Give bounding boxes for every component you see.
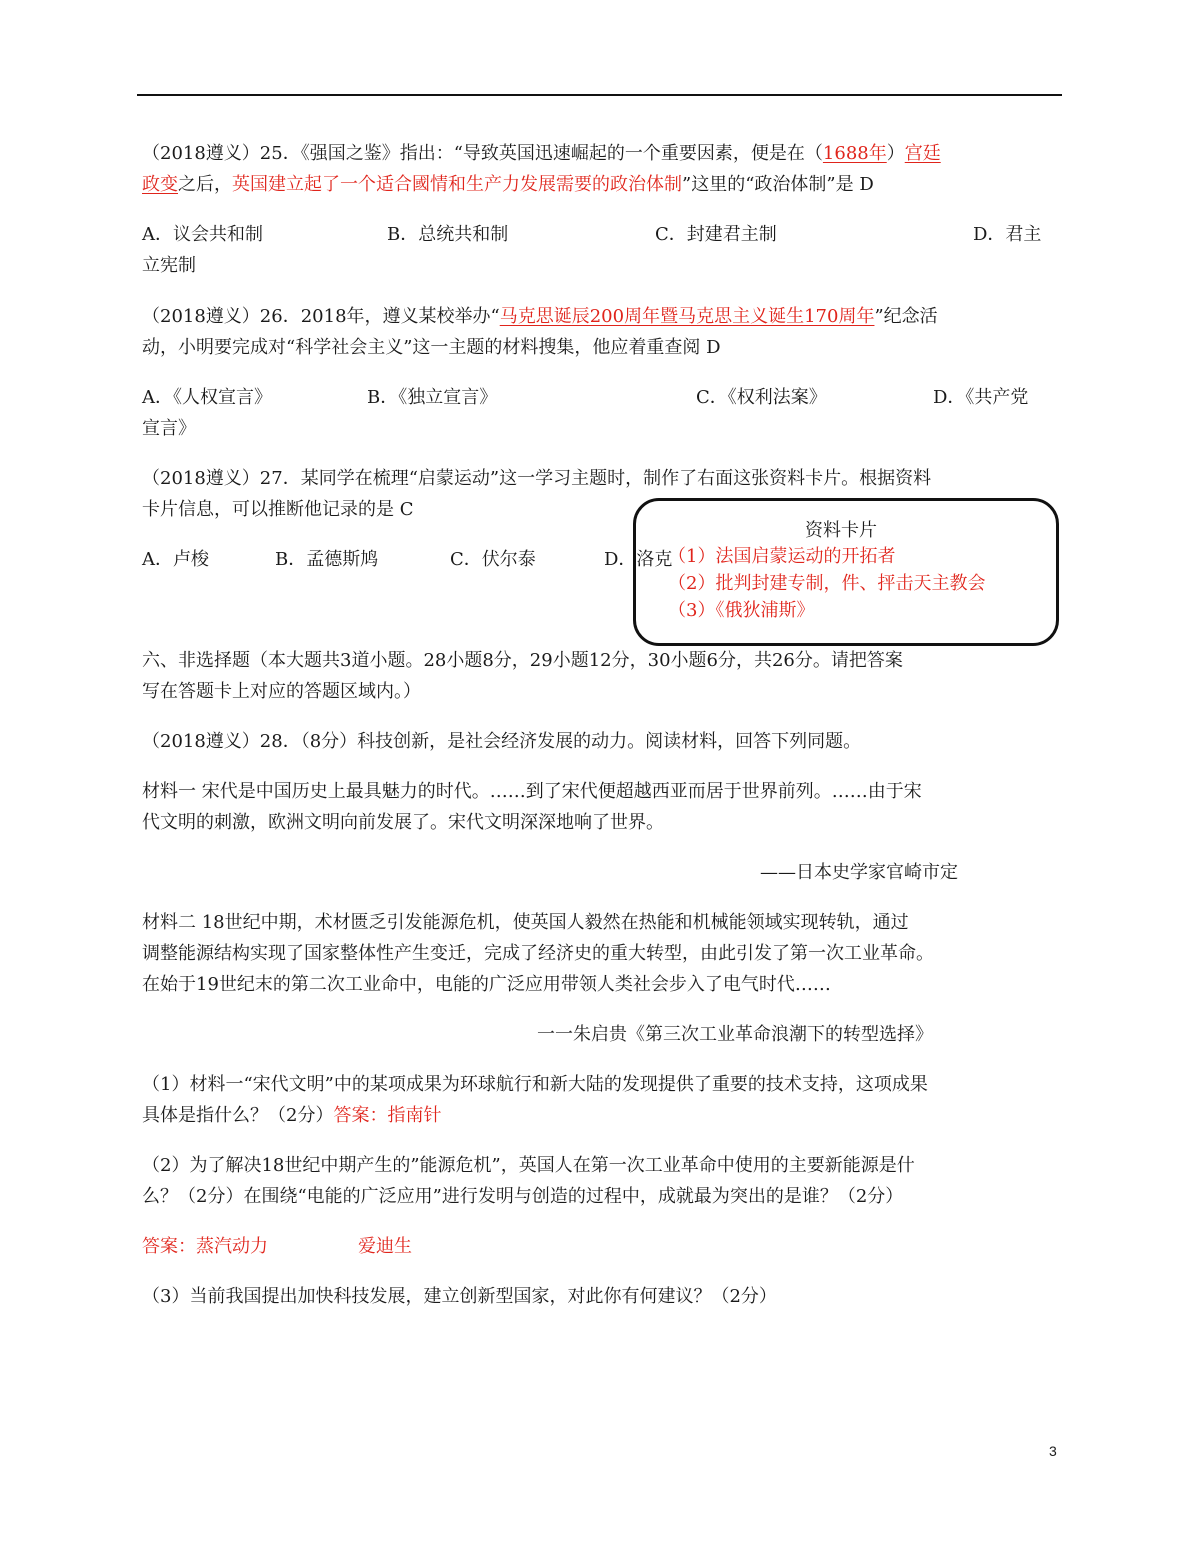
q27-line-1: （2018遵义）27．某同学在梳理“启蒙运动”这一学习主题时，制作了右面这张资料卡片。根据资料	[142, 468, 932, 489]
q28-sub1-answer: 答案：指南针	[333, 1105, 442, 1126]
q26-option-a: A．《人权宣言》	[142, 387, 272, 408]
page-number: 3	[1049, 1443, 1057, 1459]
q27-line-2: 卡片信息，可以推断他记录的是 C	[142, 499, 414, 520]
q25-highlight-year: 1688年	[822, 143, 887, 164]
q25-option-b: B．总统共和制	[387, 224, 509, 245]
q28-intro: （2018遵义）28．（8分）科技创新，是社会经济发展的动力。阅读材料，回答下列同题。	[142, 731, 862, 752]
q28-material-2-source: 一一朱启贵《第三次工业革命浪潮下的转型选择》	[537, 1024, 933, 1045]
q25-text: ）	[886, 143, 905, 164]
info-card-item-1: （1）法国启蒙运动的开拓者	[668, 546, 896, 567]
q28-material-2-line-2: 调整能源结构实现了国家整体性产生变迁，完成了经济史的重大转型，由此引发了第一次工业革命。	[142, 943, 934, 964]
q26-option-d-cont: 宣言》	[142, 418, 196, 439]
q26-option-d: D．《共产党	[933, 387, 1029, 408]
q28-sub2-line-1: （2）为了解决18世纪中期产生的”能源危机”，英国人在第一次工业革命中使用的主要新能源是什	[142, 1155, 915, 1176]
q27-option-d: D．洛克	[604, 549, 673, 570]
q28-material-1-source: ——日本史学家官崎市定	[760, 862, 958, 883]
q25-highlight-quote: 英国建立起了一个适合國情和生产力发展需要的政治体制	[232, 174, 682, 195]
section6-heading-cont: 写在答题卡上对应的答题区域内。）	[142, 681, 421, 702]
section6-heading: 六、非选择题（本大题共3道小题。28小题8分，29小题12分，30小题6分，共26分。请把答案	[142, 650, 903, 671]
q27-option-c: C．伏尔泰	[450, 549, 536, 570]
q26-text: ”纪念活	[874, 306, 938, 327]
q25-line-2	[142, 174, 874, 196]
q28-sub3: （3）当前我国提出加快科技发展，建立创新型国家，对此你有何建议？（2分）	[142, 1286, 777, 1307]
q25-text: （2018遵义）25．《强国之鉴》指出：“导致英国迅速崛起的一个重要因素，便是在（	[142, 143, 823, 164]
q28-sub1-line-2	[142, 1105, 441, 1127]
q26-text: （2018遵义）26．2018年，遵义某校举办“	[142, 306, 500, 327]
q28-material-1-line-1: 材料一 宋代是中国历史上最具魅力的时代。……到了宋代便超越西亚而居于世界前列。……由于宋	[142, 781, 922, 802]
q28-material-1-line-2: 代文明的刺激，欧洲文明向前发展了。宋代文明深深地响了世界。	[142, 812, 664, 833]
q25-option-d: D．君主	[973, 224, 1042, 245]
q25-option-c: C．封建君主制	[655, 224, 777, 245]
q26-highlight: 马克思诞辰200周年暨马克思主义诞生170周年	[499, 306, 875, 327]
q26-option-b: B．《独立宣言》	[367, 387, 498, 408]
q28-sub2-answer-b: 爱迪生	[358, 1236, 412, 1257]
q28-material-2-line-1: 材料二 18世纪中期，术材匮乏引发能源危机，使英国人毅然在热能和机械能领域实现转轨，通过	[142, 912, 909, 933]
q25-line-1	[142, 143, 941, 165]
q25-highlight-event: 宫廷	[904, 143, 941, 164]
q28-sub1-text: 具体是指什么？（2分）	[142, 1105, 334, 1126]
q25-text: ”这里的“政治体制”是 D	[682, 174, 874, 195]
q28-sub1-line-1: （1）材料一“宋代文明”中的某项成果为环球航行和新大陆的发现提供了重要的技术支持，这项成果	[142, 1074, 928, 1095]
info-card-item-2: （2）批判封建专制，件、抨击天主教会	[668, 573, 986, 594]
info-card-title: 资料卡片	[805, 520, 877, 541]
q26-option-c: C．《权利法案》	[696, 387, 827, 408]
q27-option-b: B．孟德斯鸠	[275, 549, 379, 570]
q28-sub2-line-2: 么？（2分）在围绕“电能的广泛应用”进行发明与创造的过程中，成就最为突出的是谁？（2分）	[142, 1186, 904, 1207]
q25-text: 之后，	[178, 174, 232, 195]
q28-material-2-line-3: 在始于19世纪末的第二次工业命中，电能的广泛应用带领人类社会步入了电气时代……	[142, 974, 831, 995]
q25-option-d-cont: 立宪制	[142, 255, 196, 276]
q27-option-a: A．卢梭	[142, 549, 209, 570]
q26-line-2: 动，小明要完成对“科学社会主义”这一主题的材料搜集，他应着重查阅 D	[142, 337, 721, 358]
info-card-item-3: （3）《俄狄浦斯》	[668, 600, 815, 621]
q25-highlight-event: 政变	[142, 174, 178, 195]
header-rule	[137, 94, 1062, 96]
q26-line-1	[142, 306, 938, 328]
q25-option-a: A．议会共和制	[142, 224, 263, 245]
q28-sub2-answer-a: 答案：蒸汽动力	[142, 1236, 268, 1257]
